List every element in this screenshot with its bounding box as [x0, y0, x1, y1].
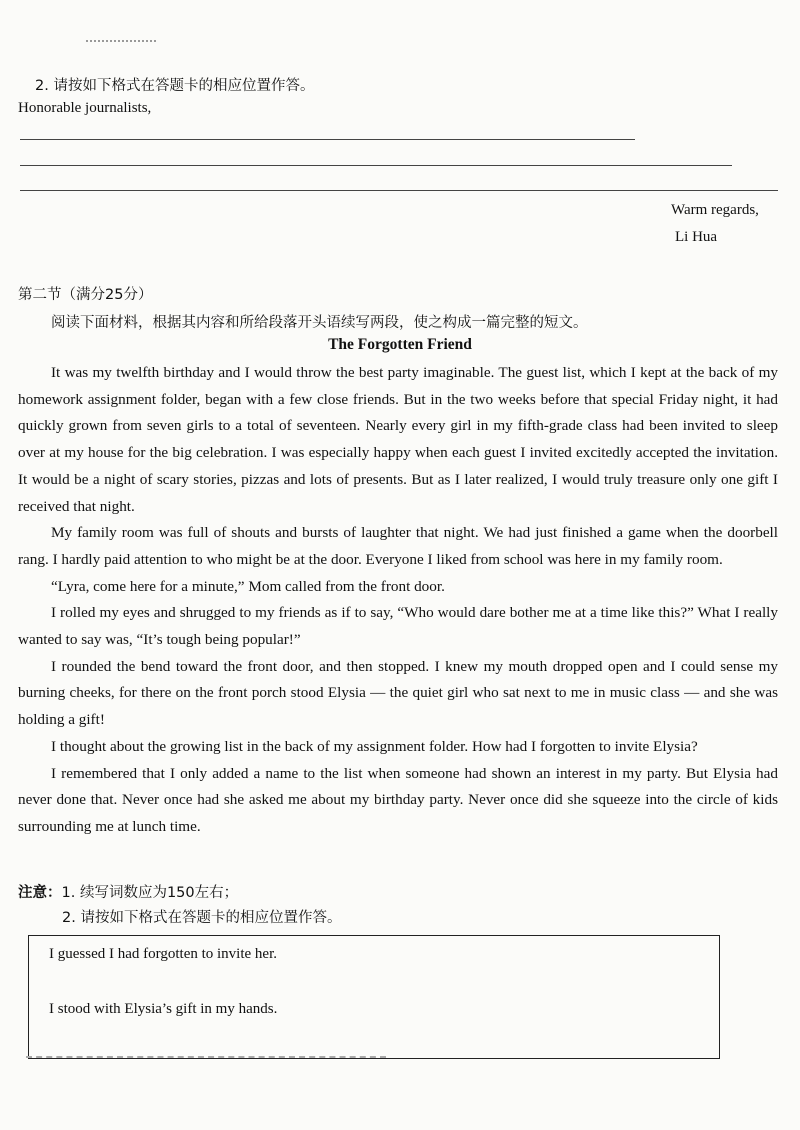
story-paragraph: It was my twelfth birthday and I would throw the best party imaginable. The guest list, which I kept at the back of my homework assignment folder, began with a few close friends. But in the two weeks before that special Friday night, it had quickly grown from seven girls to a total of seventeen. Nearly every girl in my fifth-grade class had been invited to sleep over at my house for the big celebration. I was especially happy when each guest I invited excitedly accepted the invitation. It would be a night of scary stories, pizzas and lots of presents. But as I later realized, I would truly treasure only one gift I received that night. — [18, 364, 778, 515]
story-paragraph: I remembered that I only added a name to the list when someone had shown an interest in my party. But Elysia had never done that. Never once had she asked me about my birthday party. Never once did she squeeze into the circle of kids surrounding me at lunch time. — [18, 764, 778, 835]
continuation-opener-2: I stood with Elysia’s gift in my hands. — [49, 1001, 278, 1017]
answer-box — [28, 935, 720, 1059]
note-2: 2. 请按如下格式在答题卡的相应位置作答。 — [62, 910, 342, 926]
section-heading: 第二节（满分25分） — [18, 287, 153, 303]
continuation-opener-1: I guessed I had forgotten to invite her. — [49, 946, 278, 962]
answer-line — [20, 139, 635, 140]
answer-line — [20, 165, 732, 166]
story-paragraph: I rolled my eyes and shrugged to my friends as if to say, “Who would dare bother me at a time like this?” What I really wanted to say was, “It’s tough being popular!” — [18, 604, 778, 649]
story-body — [18, 360, 778, 841]
story-paragraph: I rounded the bend toward the front door, and then stopped. I knew my mouth dropped open and I could sense my burning cheeks, for there on the front porch stood Elysia — the quiet girl who sat next to me in music class — and she was holding a gift! — [18, 657, 778, 729]
section-instruction: 阅读下面材料，根据其内容和所给段落开头语续写两段，使之构成一篇完整的短文。 — [51, 315, 588, 331]
story-title: The Forgotten Friend — [328, 336, 472, 353]
notes-line-1 — [18, 881, 238, 902]
answer-line — [20, 190, 778, 191]
letter-signature: Li Hua — [675, 229, 718, 245]
story-paragraph: “Lyra, come here for a minute,” Mom called from the front door. — [51, 577, 445, 595]
bottom-rule — [26, 1056, 386, 1058]
story-paragraph: My family room was full of shouts and bursts of laughter that night. We had just finished a game when the doorbell rang. I hardly paid attention to who might be at the door. Everyone I liked from school was here in my family room. — [18, 524, 778, 568]
story-paragraph: I thought about the growing list in the back of my assignment folder. How had I forgotten to invite Elysia? — [51, 737, 698, 755]
letter-salutation: Honorable journalists, — [18, 100, 152, 116]
note-1: 1. 续写词数应为150左右； — [61, 885, 239, 901]
notes-label: 注意： — [18, 885, 62, 901]
instruction-item-2: 2. 请按如下格式在答题卡的相应位置作答。 — [35, 78, 315, 94]
letter-closing: Warm regards, — [671, 202, 759, 218]
cropped-top-text — [86, 40, 156, 48]
